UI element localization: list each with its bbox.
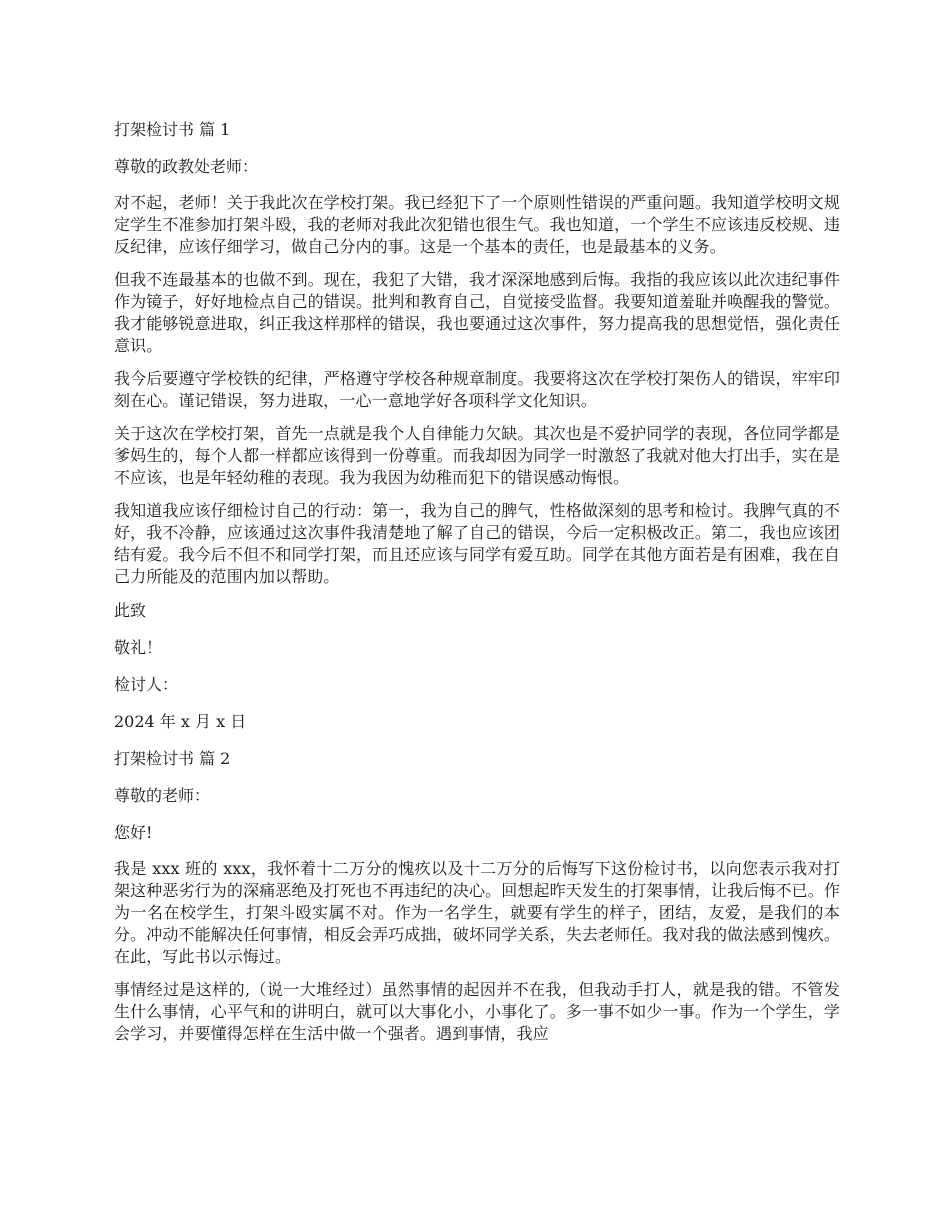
body-paragraph: 我今后要遵守学校铁的纪律，严格遵守学校各种规章制度。我要将这次在学校打架伤人的错误，牢牢印刻在心。谨记错误，努力进取，一心一意地学好各项科学文化知识。 [114,369,840,410]
body-paragraph: 但我不连最基本的也做不到。现在，我犯了大错，我才深深地感到后悔。我指的我应该以此次违纪事件作为镜子，好好地检点自己的错误。批判和教育自己，自觉接受监督。我要知道羞耻并唤醒我的警觉。我才能够锐意进取，纠正我这样那样的错误，我也要通过这次事件，努力提高我的思想觉悟，强化责任意识。 [114,270,840,355]
date: 2024 年 x 月 x 日 [114,712,247,731]
body-paragraph: 我是 xxx 班的 xxx，我怀着十二万分的愧疚以及十二万分的后悔写下这份检讨书，以向您表示我对打架这种恶劣行为的深痛恶绝及打死也不再违纪的决心。回想起昨天发生的打架事情，让我后悔不已。作为一名在校学生，打架斗殴实属不对。作为一名学生，就要有学生的样子，团结，友爱，是我们的本分。冲动不能解决任何事情，相反会弄巧成拙，破坏同学关系，失去老师任。我对我的做法感到愧疚。在此，写此书以示悔过。 [114,859,840,966]
body-paragraph: 对不起，老师！关于我此次在学校打架。我已经犯下了一个原则性错误的严重问题。我知道学校明文规定学生不准参加打架斗殴，我的老师对我此次犯错也很生气。我也知道，一个学生不应该违反校规、违反纪律，应该仔细学习，做自己分内的事。这是一个基本的责任，也是最基本的义务。 [114,193,840,256]
signature-label: 检讨人： [114,675,179,694]
document-page [114,118,840,1056]
section-title: 打架检讨书 篇 1 [114,120,231,139]
regards: 敬礼！ [114,638,163,657]
section-title: 打架检讨书 篇 2 [114,749,231,768]
greeting: 您好! [114,823,153,842]
closing: 此致 [114,601,147,620]
body-paragraph: 事情经过是这样的,（说一大堆经过）虽然事情的起因并不在我，但我动手打人，就是我的错。不管发生什么事情，心平气和的讲明白，就可以大事化小，小事化了。多一事不如少一事。作为一个学生，学会学习，并要懂得怎样在生活中做一个强者。遇到事情，我应 [114,980,840,1043]
body-paragraph: 我知道我应该仔细检讨自己的行动：第一，我为自己的脾气，性格做深刻的思考和检讨。我脾气真的不好，我不冷静，应该通过这次事件我清楚地了解了自己的错误，今后一定积极改正。第二，我也应该团结有爱。我今后不但不和同学打架，而且还应该与同学有爱互助。同学在其他方面若是有困难，我在自己力所能及的范围内加以帮助。 [114,501,840,586]
body-paragraph: 关于这次在学校打架，首先一点就是我个人自律能力欠缺。其次也是不爱护同学的表现，各位同学都是爹妈生的，每个人都一样都应该得到一份尊重。而我却因为同学一时激怒了我就对他大打出手，实在是不应该，也是年轻幼稚的表现。我为我因为幼稚而犯下的错误感动悔恨。 [114,424,840,487]
salutation: 尊敬的政教处老师： [114,157,259,176]
salutation: 尊敬的老师： [114,786,211,805]
